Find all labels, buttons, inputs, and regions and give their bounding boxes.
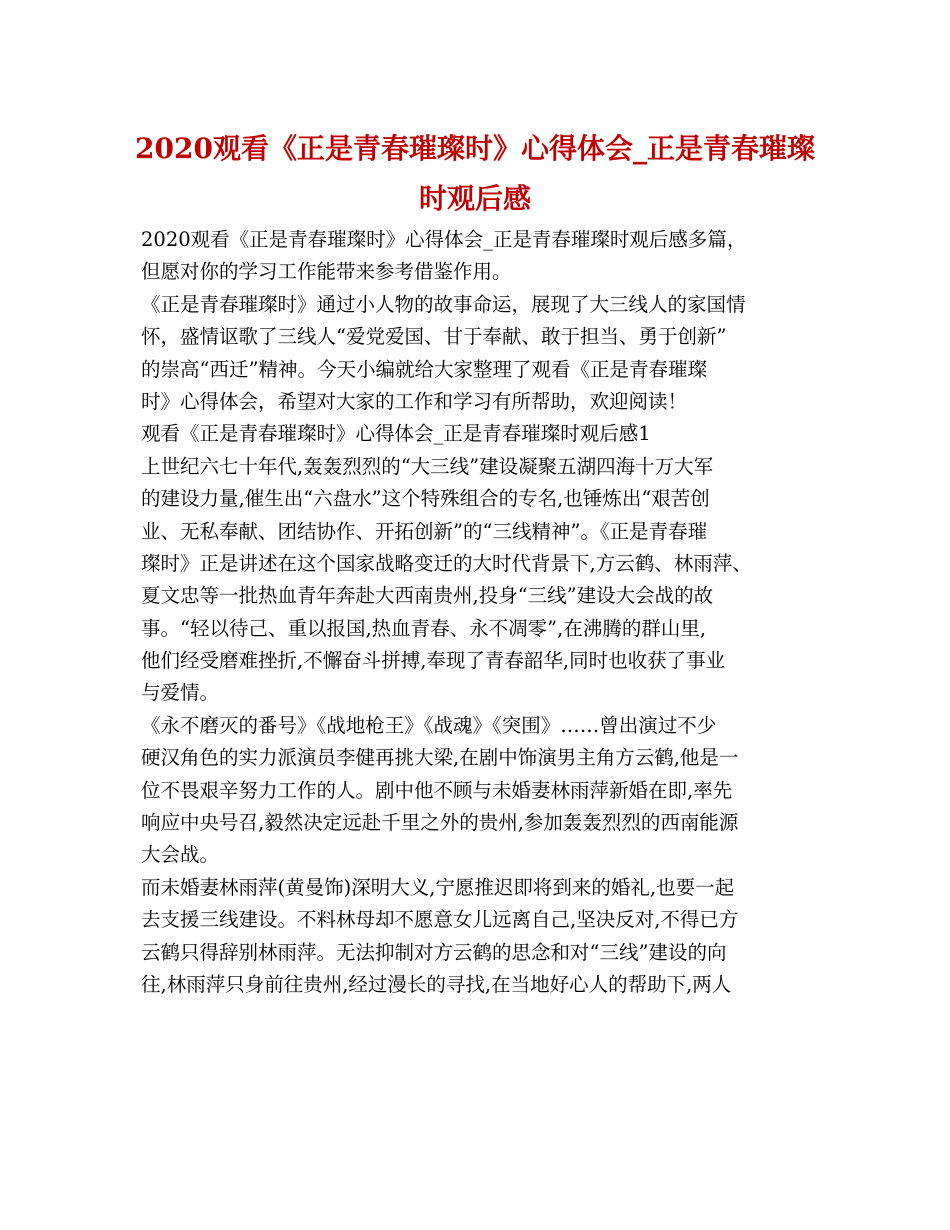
body-line: 去支援三线建设。不料林母却不愿意女儿远离自己,坚决反对,不得已方	[141, 908, 739, 932]
body-line: 硬汉角色的实力派演员李健再挑大梁,在剧中饰演男主角方云鹤,他是一	[141, 746, 739, 770]
body-line: 响应中央号召,毅然决定远赴千里之外的贵州,参加轰轰烈烈的西南能源	[141, 811, 739, 835]
body-line: 他们经受磨难挫折,不懈奋斗拼搏,奉现了青春韶华,同时也收获了事业	[141, 649, 726, 673]
body-line: 《永不磨灭的番号》《战地枪王》《战魂》《突围》……曾出演过不少	[141, 713, 717, 737]
body-line: 而未婚妻林雨萍(黄曼饰)深明大义,宁愿推迟即将到来的婚礼,也要一起	[141, 875, 735, 899]
body-line: 的建设力量,催生出“六盘水”这个特殊组合的专名,也锤炼出“艰苦创	[141, 487, 710, 511]
body-line: 事。“轻以待己、重以报国,热血青春、永不凋零”,在沸腾的群山里,	[141, 616, 707, 640]
body-line: 时》心得体会，希望对大家的工作和学习有所帮助，欢迎阅读！	[141, 389, 688, 413]
body-line: 怀，盛情讴歌了三线人“爱党爱国、甘于奉献、敢于担当、勇于创新”	[141, 325, 727, 349]
body-line: 璨时》正是讲述在这个国家战略变迁的大时代背景下,方云鹤、林雨萍、	[141, 551, 752, 575]
body-line: 业、无私奉献、团结协作、开拓创新”的“三线精神”。《正是青春璀	[141, 519, 708, 543]
section-heading: 观看《正是青春璀璨时》心得体会_正是青春璀璨时观后感1	[141, 422, 651, 446]
title-line: 2020观看《正是青春璀璨时》心得体会_正是青春璀璨	[135, 132, 815, 165]
body-line: 云鹤只得辞别林雨萍。无法抑制对方云鹤的思念和对“三线”建设的向	[141, 940, 727, 964]
body-line: 大会战。	[141, 843, 220, 867]
body-line: 《正是青春璀璨时》通过小人物的故事命运，展现了大三线人的家国情	[141, 292, 746, 316]
document-title	[120, 124, 830, 224]
body-line: 但愿对你的学习工作能带来参考借鉴作用。	[141, 260, 512, 284]
body-line: 上世纪六七十年代,轰轰烈烈的“大三线”建设凝聚五湖四海十万大军	[141, 454, 714, 478]
document-body	[141, 224, 831, 1001]
body-line: 夏文忠等一批热血青年奔赴大西南贵州,投身“三线”建设大会战的故	[141, 584, 714, 608]
body-line: 往,林雨萍只身前往贵州,经过漫长的寻找,在当地好心人的帮助下,两人	[141, 972, 732, 996]
body-line: 2020观看《正是青春璀璨时》心得体会_正是青春璀璨时观后感多篇，	[141, 228, 747, 251]
title-line: 时观后感	[418, 182, 531, 215]
body-line: 的崇高“西迁”精神。今天小编就给大家整理了观看《正是青春璀璨	[141, 357, 707, 381]
body-line: 与爱情。	[141, 681, 220, 705]
body-line: 位不畏艰辛努力工作的人。剧中他不顾与未婚妻林雨萍新婚在即,率先	[141, 778, 733, 802]
